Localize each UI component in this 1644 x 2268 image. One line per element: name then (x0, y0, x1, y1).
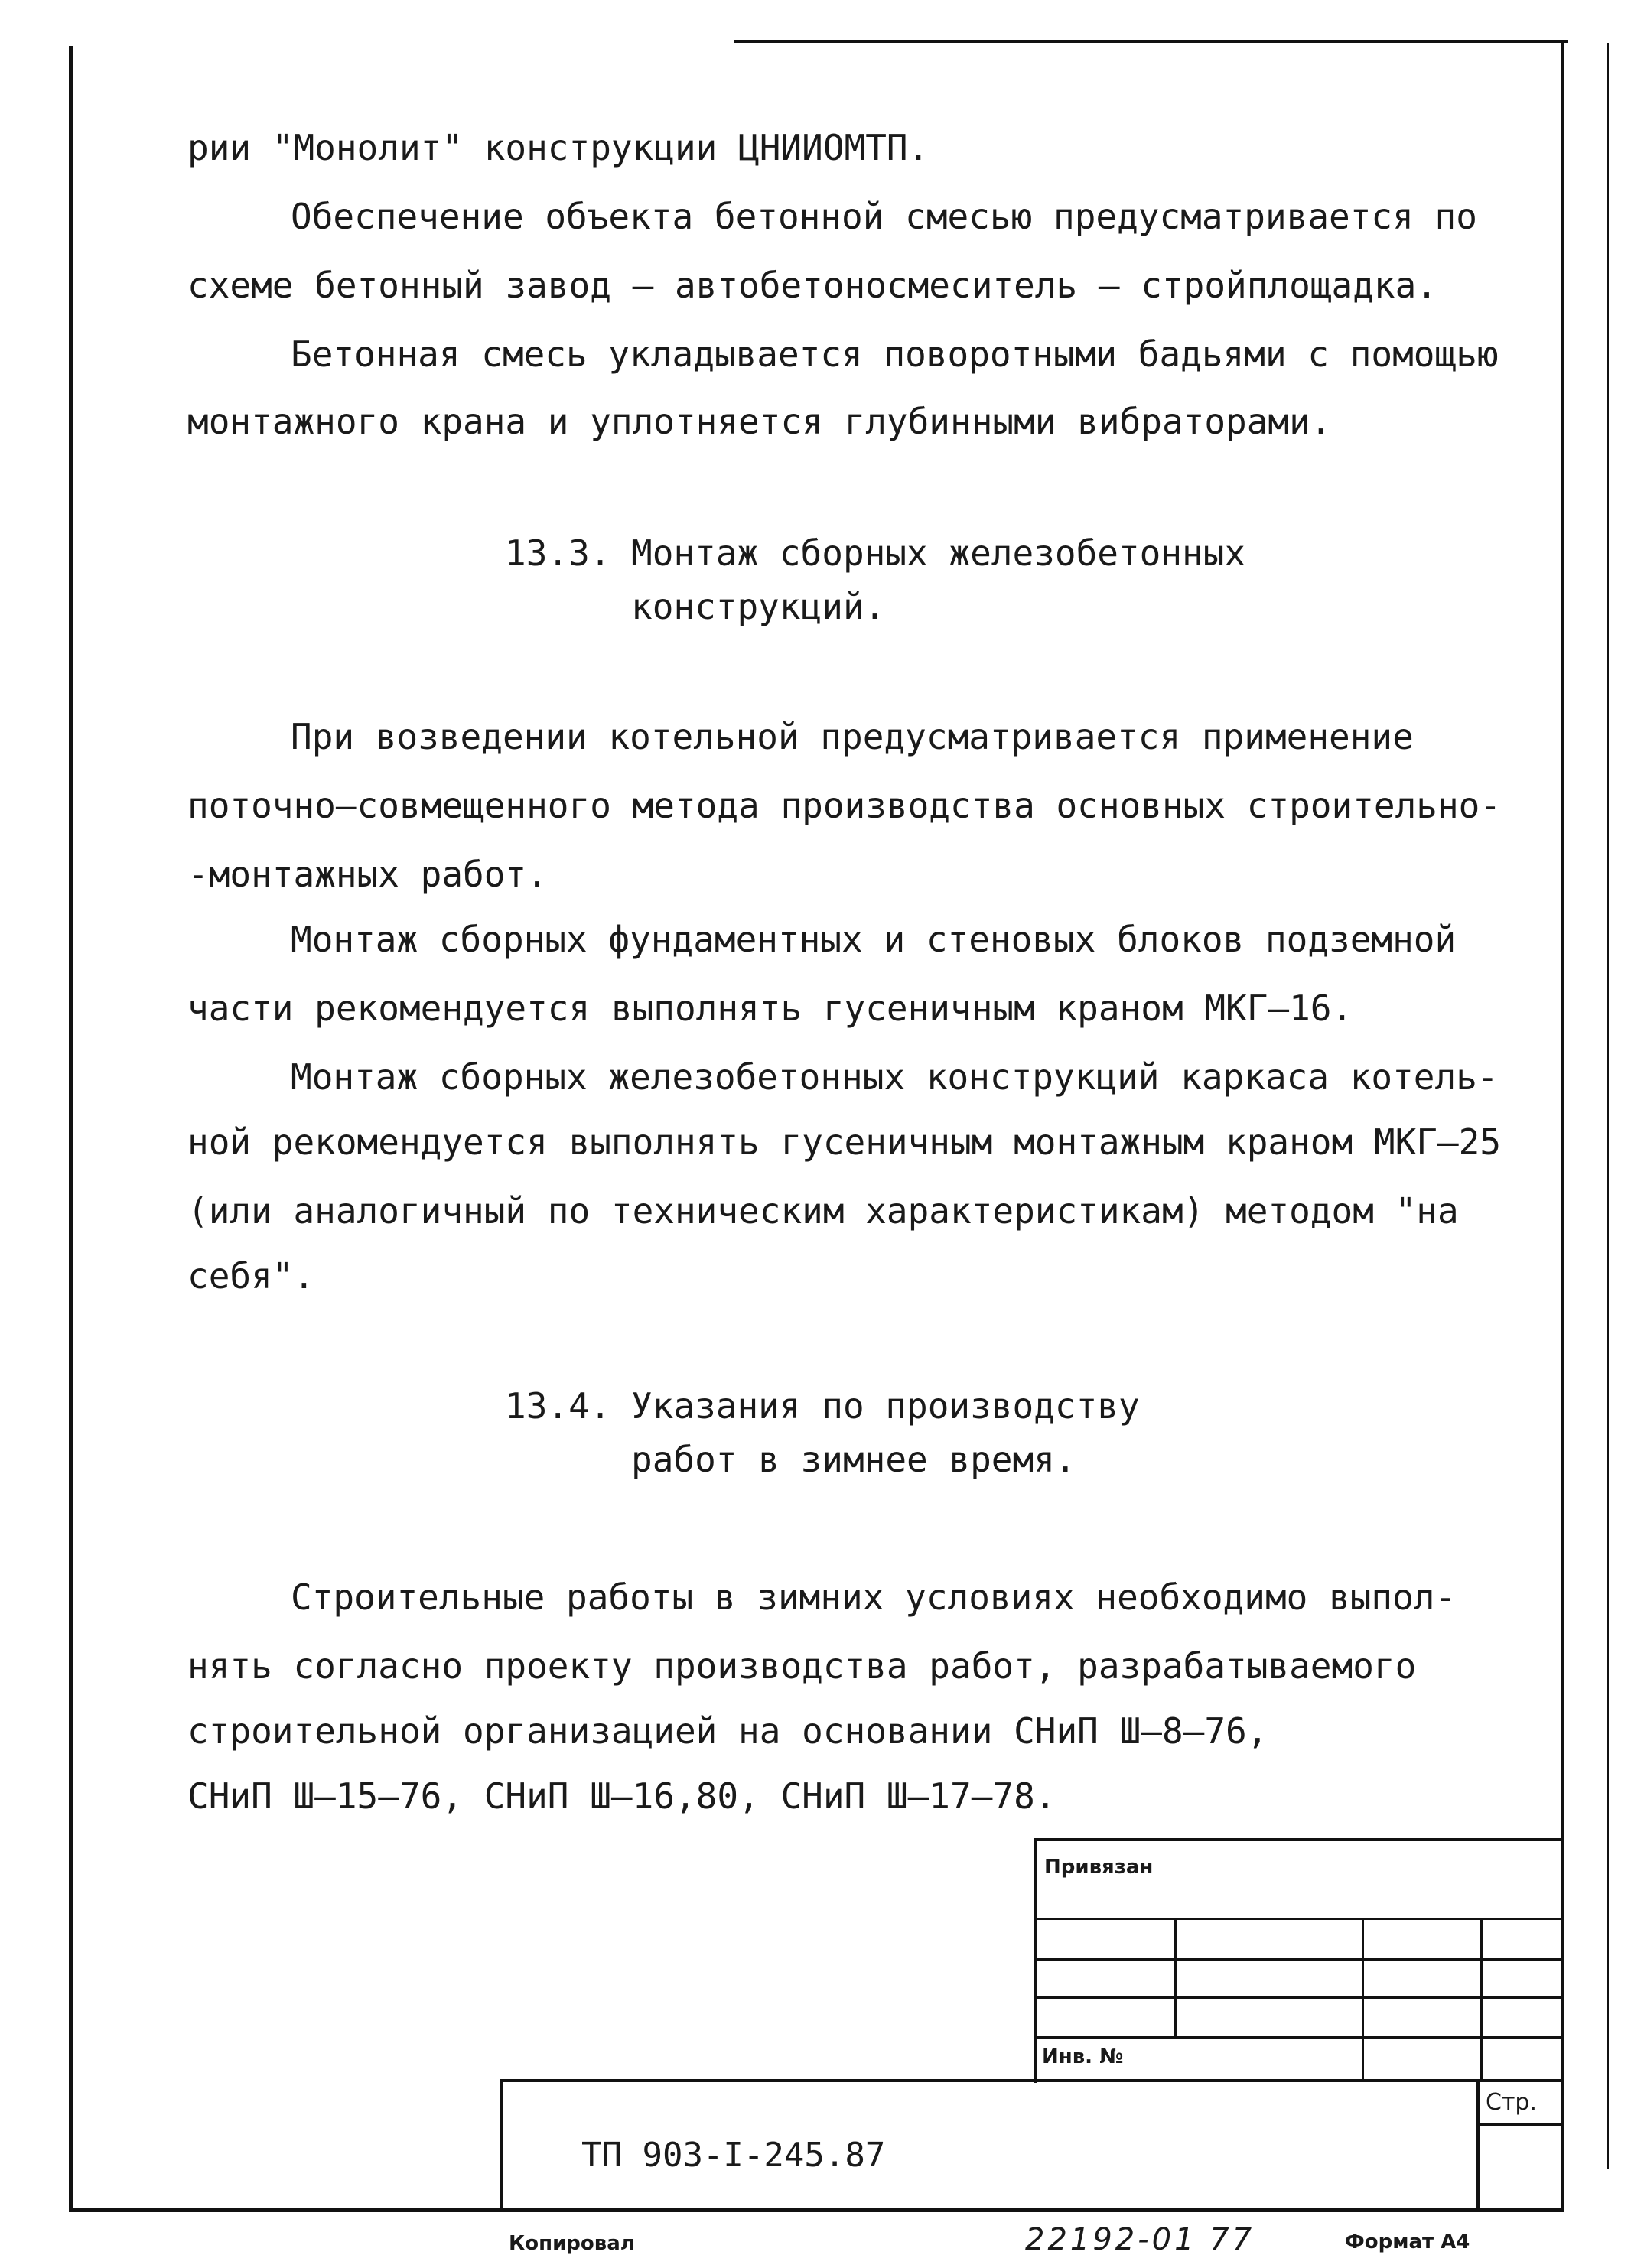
stamp-page-label: Стр. (1486, 2089, 1538, 2116)
frame-top-border (734, 40, 1568, 43)
stamp-grid-line (1480, 1918, 1483, 2081)
stamp-grid-line (1034, 1918, 1564, 1920)
section-number: 13.4. (505, 1385, 611, 1427)
text-line: (или аналогичный по техническим характеристикам) методом "на (187, 1190, 1459, 1232)
frame-outer-right-line (1607, 43, 1609, 2169)
stamp-grid-line (1034, 1838, 1037, 2083)
text-line: части рекомендуется выполнять гусеничным краном МКГ–16. (187, 988, 1353, 1029)
text-line: поточно–совмещенного метода производства основных строительно- (187, 785, 1502, 826)
stamp-inv-label: Инв. № (1042, 2045, 1124, 2068)
stamp-grid-line (500, 2079, 1564, 2082)
footer-format-label: Формат А4 (1345, 2231, 1470, 2253)
document-code: ТП 903-I-245.87 (581, 2136, 886, 2175)
text-line: Обеспечение объекта бетонной смесью предусматривается по (291, 196, 1477, 237)
footer-handwritten-number: 22192-01 77 (1025, 2222, 1255, 2257)
stamp-grid-line (1174, 1918, 1177, 2036)
section-title-line: Указания по производству (631, 1385, 1140, 1427)
text-line: монтажного крана и уплотняется глубинными вибраторами. (187, 401, 1332, 442)
stamp-grid-line (1476, 2079, 1480, 2211)
frame-bottom-border (69, 2208, 1564, 2212)
stamp-grid-line (1476, 2123, 1564, 2126)
frame-left-border (69, 46, 73, 2211)
text-line: При возведении котельной предусматривается применение (291, 716, 1414, 757)
text-line: -монтажных работ. (187, 854, 548, 895)
text-line: Бетонная смесь укладывается поворотными бадьями с помощью (291, 334, 1499, 375)
text-line: нять согласно проекту производства работ, разрабатываемого (187, 1645, 1417, 1687)
stamp-grid-line (1034, 1996, 1564, 1999)
stamp-grid-line (1034, 1958, 1564, 1961)
text-line: Монтаж сборных фундаментных и стеновых блоков подземной (291, 919, 1457, 960)
stamp-grid-line (1034, 2036, 1564, 2039)
section-number: 13.3. (505, 532, 611, 574)
stamp-grid-line (500, 2079, 503, 2211)
text-line: себя". (187, 1255, 315, 1297)
stamp-privyazan-label: Привязан (1044, 1856, 1154, 1879)
footer-copied-label: Копировал (509, 2232, 635, 2255)
text-line: строительной организацией на основании СНиП Ш–8–76, (187, 1710, 1268, 1752)
frame-right-border (1561, 40, 1564, 2212)
section-title-line: работ в зимнее время. (631, 1439, 1076, 1480)
text-line: рии "Монолит" конструкции ЦНИИОМТП. (187, 127, 929, 168)
section-title-line: Монтаж сборных железобетонных (631, 532, 1246, 574)
text-line: СНиП Ш–15–76, СНиП Ш–16,80, СНиП Ш–17–78. (187, 1775, 1056, 1817)
text-line: ной рекомендуется выполнять гусеничным монтажным краном МКГ–25 (187, 1121, 1502, 1163)
text-line: Строительные работы в зимних условиях необходимо выпол- (291, 1577, 1457, 1618)
stamp-grid-line (1034, 1838, 1564, 1841)
section-title-line: конструкций. (631, 586, 886, 627)
text-line: Монтаж сборных железобетонных конструкций каркаса котель- (291, 1056, 1499, 1098)
text-line: схеме бетонный завод – автобетоносмеситель – стройплощадка. (187, 265, 1437, 306)
stamp-grid-line (1362, 1918, 1364, 2081)
